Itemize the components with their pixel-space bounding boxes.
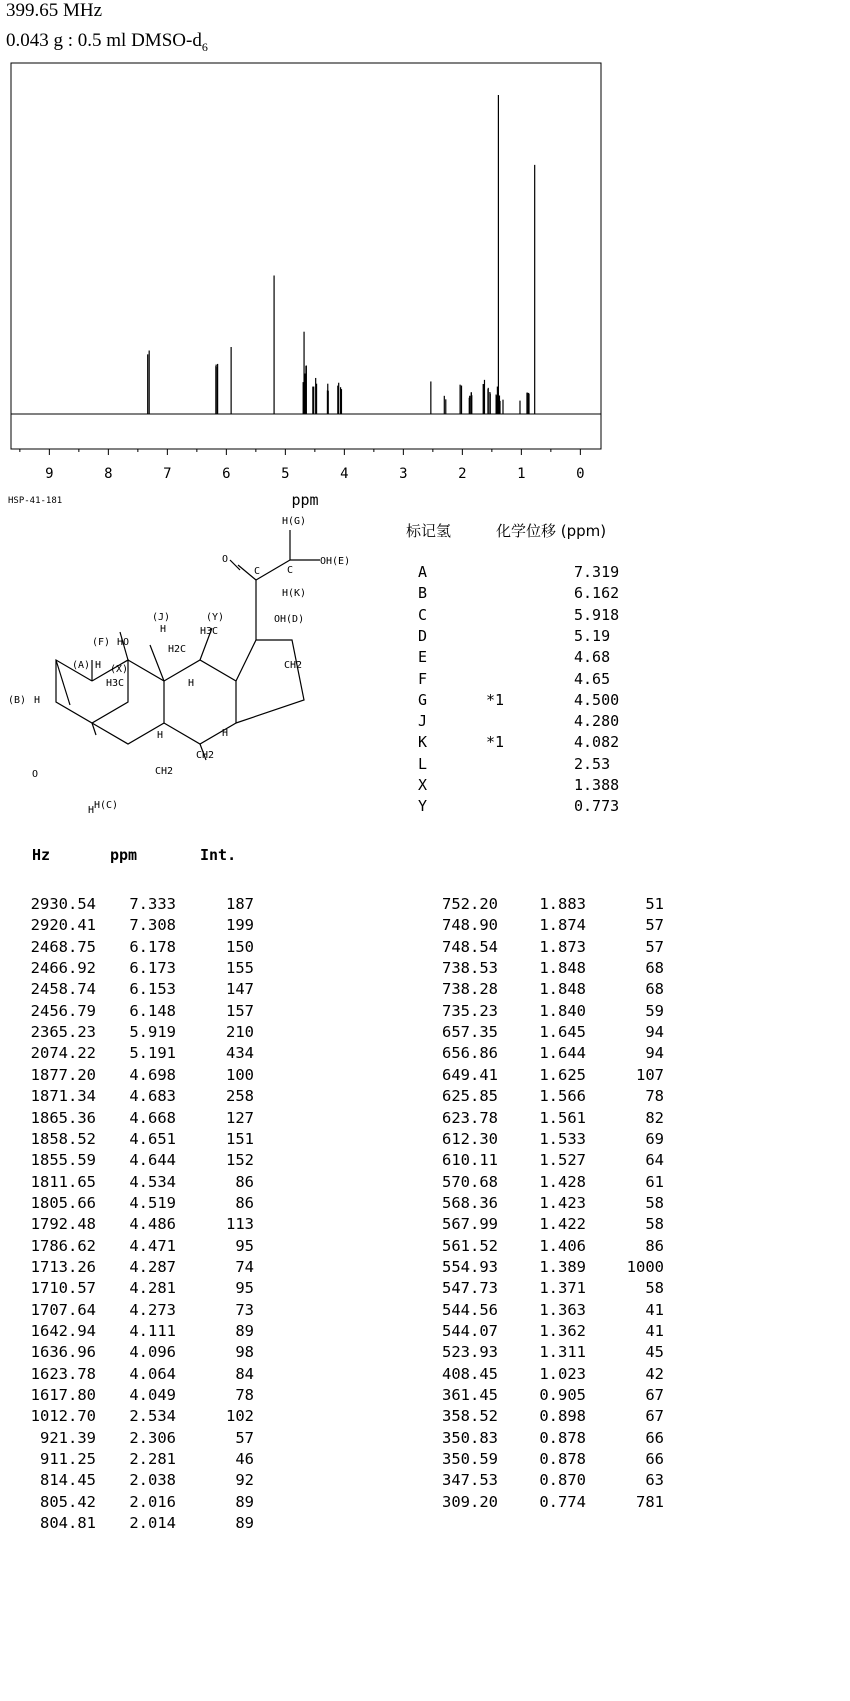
right-peak-cell: 570.68 — [442, 1172, 498, 1191]
sample-text: 0.043 g : 0.5 ml DMSO-d — [6, 30, 202, 51]
structure-atom-label: (X) — [110, 664, 129, 675]
x-tick-label: 1 — [517, 466, 526, 482]
right-peak-cell: 1.406 — [539, 1236, 586, 1255]
right-peak-cell: 78 — [645, 1087, 664, 1106]
right-peak-cell: 0.878 — [539, 1450, 586, 1469]
right-peak-cell: 350.83 — [442, 1428, 498, 1447]
left-peak-cell: 4.273 — [129, 1300, 176, 1319]
right-peak-cell: 94 — [645, 1023, 664, 1042]
left-peak-cell: 4.096 — [129, 1343, 176, 1362]
left-peak-cell: 911.25 — [40, 1450, 96, 1469]
right-peak-cell: 0.905 — [539, 1386, 586, 1405]
left-peak-cell: 2.016 — [129, 1492, 176, 1511]
left-peak-cell: 73 — [235, 1300, 254, 1319]
assignment-shift: 4.500 — [574, 690, 620, 709]
left-peak-cell: 4.287 — [129, 1257, 176, 1276]
structure-atom-label: OH(D) — [274, 614, 305, 625]
right-peak-cell: 59 — [645, 1001, 664, 1020]
left-peak-cell: 157 — [226, 1001, 254, 1020]
structure-atom-label: H3C — [200, 626, 219, 637]
right-peak-cell: 735.23 — [442, 1001, 498, 1020]
assignment-label: C — [418, 605, 428, 624]
right-peak-cell: 752.20 — [442, 895, 498, 913]
left-peak-cell: 100 — [226, 1065, 254, 1084]
right-peak-cell: 1.362 — [539, 1322, 586, 1340]
right-peak-cell: 1.423 — [539, 1193, 586, 1212]
right-peak-cell: 567.99 — [442, 1215, 498, 1234]
left-peak-cell: 2930.54 — [30, 895, 96, 913]
left-peak-cell: 89 — [235, 1514, 254, 1533]
right-peak-cell: 1.363 — [539, 1300, 586, 1319]
right-peak-cell: 57 — [645, 916, 664, 935]
assignment-shift: 2.53 — [574, 754, 611, 773]
assignment-shift: 4.280 — [574, 712, 620, 731]
left-peak-cell: 4.111 — [129, 1322, 176, 1340]
right-peak-cell: 67 — [645, 1407, 664, 1426]
left-peak-cell: 1786.62 — [30, 1236, 96, 1255]
right-peak-cell: 69 — [645, 1129, 664, 1148]
structure-atom-label: (F) — [92, 637, 111, 648]
right-peak-cell: 68 — [645, 980, 664, 999]
assignment-header-label: 标记氢 — [406, 522, 452, 540]
right-peak-cell: 657.35 — [442, 1023, 498, 1042]
assignment-label: E — [418, 648, 428, 667]
assignment-note: *1 — [486, 733, 505, 752]
structure-atom-label: H(C) — [94, 800, 119, 811]
left-peak-cell: 4.519 — [129, 1193, 176, 1212]
left-peak-cell: 2458.74 — [30, 980, 96, 999]
right-peak-cell: 58 — [645, 1279, 664, 1298]
left-peak-cell: 6.153 — [129, 980, 176, 999]
assignment-label: J — [418, 712, 428, 731]
assignment-label: L — [418, 754, 428, 773]
right-peak-cell: 544.56 — [442, 1300, 498, 1319]
right-peak-cell: 554.93 — [442, 1257, 498, 1276]
right-peak-cell: 1.883 — [539, 895, 586, 913]
right-peak-cell: 42 — [645, 1364, 664, 1383]
structure-atom-label: CH2 — [284, 660, 303, 671]
right-peak-cell: 0.774 — [539, 1492, 586, 1511]
left-peak-cell: 4.471 — [129, 1236, 176, 1255]
x-tick-label: 8 — [104, 466, 113, 482]
left-peak-cell: 258 — [226, 1087, 254, 1106]
left-peak-cell: 1636.96 — [30, 1343, 96, 1362]
right-peak-cell: 1000 — [626, 1257, 664, 1276]
left-peak-cell: 187 — [226, 895, 254, 913]
assignment-label: K — [418, 733, 428, 752]
right-peak-cell: 781 — [636, 1492, 664, 1511]
right-peak-cell: 58 — [645, 1193, 664, 1212]
right-peak-cell: 612.30 — [442, 1129, 498, 1148]
right-peak-cell: 58 — [645, 1215, 664, 1234]
structure-atom-label: CH2 — [155, 766, 174, 777]
structure-atom-label: C — [287, 565, 294, 576]
structure-atom-label: OH(E) — [320, 556, 351, 567]
x-tick-label: 3 — [399, 466, 408, 482]
assignment-shift: 6.162 — [574, 584, 620, 603]
structure-atom-label: (A) — [72, 660, 91, 671]
right-peak-cell: 358.52 — [442, 1407, 498, 1426]
left-peak-cell: 1871.34 — [30, 1087, 96, 1106]
assignment-label: F — [418, 669, 428, 688]
left-peak-cell: 78 — [235, 1386, 254, 1405]
x-tick-label: 5 — [281, 466, 290, 482]
right-peak-cell: 1.311 — [539, 1343, 586, 1362]
structure-atom-label: H — [188, 678, 195, 689]
structure-atom-label: HO — [117, 637, 130, 648]
left-peak-cell: 210 — [226, 1023, 254, 1042]
structure-atom-label: H(K) — [282, 588, 307, 599]
left-peak-cell: 46 — [235, 1450, 254, 1469]
left-peak-cell: 814.45 — [40, 1471, 96, 1490]
left-peak-cell: 92 — [235, 1471, 254, 1490]
left-peak-cell: 434 — [226, 1044, 254, 1063]
right-peak-cell: 1.840 — [539, 1001, 586, 1020]
right-peak-cell: 1.422 — [539, 1215, 586, 1234]
right-peak-cell: 610.11 — [442, 1151, 498, 1170]
right-peak-cell: 0.898 — [539, 1407, 586, 1426]
left-peak-cell: 1865.36 — [30, 1108, 96, 1127]
right-peak-cell: 1.527 — [539, 1151, 586, 1170]
left-peak-cell: 2.534 — [129, 1407, 176, 1426]
assignment-shift: 5.19 — [574, 626, 611, 645]
right-peak-cell: 41 — [645, 1322, 664, 1340]
x-tick-label: 7 — [163, 466, 172, 482]
left-peak-cell: 4.486 — [129, 1215, 176, 1234]
assignment-shift: 1.388 — [574, 776, 620, 794]
assignment-shift: 4.65 — [574, 669, 611, 688]
right-peak-cell: 0.870 — [539, 1471, 586, 1490]
left-peak-cell: 4.534 — [129, 1172, 176, 1191]
right-peak-cell: 738.53 — [442, 959, 498, 978]
right-peak-cell: 547.73 — [442, 1279, 498, 1298]
right-peak-cell: 1.873 — [539, 937, 586, 956]
left-peak-cell: 2.306 — [129, 1428, 176, 1447]
right-peak-cell: 544.07 — [442, 1322, 498, 1340]
left-peak-cell: 2074.22 — [30, 1044, 96, 1063]
left-peak-cell: 86 — [235, 1193, 254, 1212]
left-peak-cell: 127 — [226, 1108, 254, 1127]
left-peak-cell: 2365.23 — [30, 1023, 96, 1042]
assignment-shift: 5.918 — [574, 605, 620, 624]
right-peak-cell: 1.848 — [539, 959, 586, 978]
structure-labels — [8, 516, 350, 816]
left-peak-cell: 84 — [235, 1364, 254, 1383]
right-peak-cell: 1.848 — [539, 980, 586, 999]
right-peak-cell: 107 — [636, 1065, 664, 1084]
assignment-note: *1 — [486, 690, 505, 709]
left-peak-cell: 921.39 — [40, 1428, 96, 1447]
right-peak-cell: 625.85 — [442, 1087, 498, 1106]
structure-atom-label: H — [222, 728, 229, 739]
right-peak-cell: 408.45 — [442, 1364, 498, 1383]
left-peak-cell: 1858.52 — [30, 1129, 96, 1148]
structure-atom-label: H — [160, 624, 167, 635]
x-tick-label: 9 — [45, 466, 54, 482]
right-peak-cell: 656.86 — [442, 1044, 498, 1063]
sample-subscript: 6 — [201, 39, 208, 54]
right-peak-cell: 568.36 — [442, 1193, 498, 1212]
peak-header-hz: Hz — [32, 846, 51, 864]
structure-atom-label: H — [34, 695, 41, 706]
left-peak-cell: 199 — [226, 916, 254, 935]
sample-code: HSP-41-181 — [8, 496, 63, 506]
structure-atom-label: H2C — [168, 644, 187, 655]
left-peak-cell: 4.683 — [129, 1087, 176, 1106]
assignment-header-shift: 化学位移 (ppm) — [496, 522, 607, 540]
left-peak-cell: 1012.70 — [30, 1407, 96, 1426]
left-peak-cell: 57 — [235, 1428, 254, 1447]
right-peak-cell: 1.874 — [539, 916, 586, 935]
assignment-shift: 4.082 — [574, 733, 620, 752]
right-peak-cell: 1.566 — [539, 1087, 586, 1106]
right-peak-cell: 1.023 — [539, 1364, 586, 1383]
right-peak-cell: 67 — [645, 1386, 664, 1405]
left-peak-cell: 147 — [226, 980, 254, 999]
left-peak-cell: 1855.59 — [30, 1151, 96, 1170]
right-peak-cell: 361.45 — [442, 1386, 498, 1405]
left-peak-cell: 151 — [226, 1129, 254, 1148]
left-peak-cell: 89 — [235, 1322, 254, 1340]
structure-atom-label: H(G) — [282, 516, 307, 527]
right-peak-cell: 1.645 — [539, 1023, 586, 1042]
right-peak-cell: 86 — [645, 1236, 664, 1255]
left-peak-cell: 5.191 — [129, 1044, 176, 1063]
right-peak-cell: 68 — [645, 959, 664, 978]
left-peak-cell: 7.333 — [129, 895, 176, 913]
right-peak-cell: 1.371 — [539, 1279, 586, 1298]
assignment-label: G — [418, 690, 428, 709]
left-peak-cell: 2456.79 — [30, 1001, 96, 1020]
left-peak-cell: 7.308 — [129, 916, 176, 935]
x-tick-label: 0 — [576, 466, 585, 482]
left-peak-cell: 6.148 — [129, 1001, 176, 1020]
right-peak-cell: 1.389 — [539, 1257, 586, 1276]
left-peak-cell: 1713.26 — [30, 1257, 96, 1276]
left-peak-cell: 1877.20 — [30, 1065, 96, 1084]
left-peak-cell: 1642.94 — [30, 1322, 96, 1340]
left-peak-cell: 2920.41 — [30, 916, 96, 935]
right-peak-cell: 1.533 — [539, 1129, 586, 1148]
left-peak-cell: 4.698 — [129, 1065, 176, 1084]
right-peak-cell: 350.59 — [442, 1450, 498, 1469]
left-peak-cell: 1707.64 — [30, 1300, 96, 1319]
left-peak-cell: 4.064 — [129, 1364, 176, 1383]
peak-header-int: Int. — [200, 846, 237, 864]
right-peak-cell: 649.41 — [442, 1065, 498, 1084]
right-peak-cell: 623.78 — [442, 1108, 498, 1127]
structure-atom-label: O — [222, 554, 229, 565]
right-peak-cell: 64 — [645, 1151, 664, 1170]
right-peak-cell: 94 — [645, 1044, 664, 1063]
right-peak-cell: 0.878 — [539, 1428, 586, 1447]
left-peak-cell: 155 — [226, 959, 254, 978]
assignment-label: A — [418, 563, 428, 581]
left-peak-cell: 1623.78 — [30, 1364, 96, 1383]
right-peak-cell: 1.561 — [539, 1108, 586, 1127]
left-peak-cell: 1710.57 — [30, 1279, 96, 1298]
right-peak-cell: 309.20 — [442, 1492, 498, 1511]
left-peak-cell: 89 — [235, 1492, 254, 1511]
left-peak-cell: 2.038 — [129, 1471, 176, 1490]
structure-atom-label: C — [254, 566, 261, 577]
right-peak-cell: 51 — [645, 895, 664, 913]
right-peak-cell: 45 — [645, 1343, 664, 1362]
peak-header-ppm: ppm — [110, 846, 138, 864]
left-peak-cell: 102 — [226, 1407, 254, 1426]
left-peak-cell: 5.919 — [129, 1023, 176, 1042]
left-peak-cell: 804.81 — [40, 1514, 96, 1533]
left-peak-cell: 2.281 — [129, 1450, 176, 1469]
left-peak-cell: 2468.75 — [30, 937, 96, 956]
structure-atom-label: O — [32, 769, 39, 780]
left-peak-cell: 95 — [235, 1236, 254, 1255]
right-peak-cell: 748.54 — [442, 937, 498, 956]
right-peak-cell: 66 — [645, 1450, 664, 1469]
assignment-shift: 7.319 — [574, 563, 620, 581]
x-tick-label: 2 — [458, 466, 467, 482]
x-tick-label: 6 — [222, 466, 231, 482]
left-peak-cell: 95 — [235, 1279, 254, 1298]
right-peak-cell: 61 — [645, 1172, 664, 1191]
left-peak-cell: 805.42 — [40, 1492, 96, 1511]
left-peak-cell: 1811.65 — [30, 1172, 96, 1191]
structure-atom-label: H — [88, 805, 95, 816]
left-peak-cell: 152 — [226, 1151, 254, 1170]
structure-atom-label: (B) — [8, 695, 27, 706]
structure-atom-label: (J) — [152, 612, 171, 623]
assignment-label: D — [418, 626, 428, 645]
left-peak-cell: 2466.92 — [30, 959, 96, 978]
right-peak-cell: 561.52 — [442, 1236, 498, 1255]
right-peak-cell: 1.644 — [539, 1044, 586, 1063]
right-peak-cell: 57 — [645, 937, 664, 956]
left-peak-cell: 1792.48 — [30, 1215, 96, 1234]
left-peak-cell: 113 — [226, 1215, 254, 1234]
assignment-shift: 0.773 — [574, 797, 620, 816]
x-axis-label: ppm — [291, 491, 319, 509]
right-peak-cell: 66 — [645, 1428, 664, 1447]
left-peak-cell: 6.173 — [129, 959, 176, 978]
left-peak-cell: 98 — [235, 1343, 254, 1362]
right-peak-cell: 82 — [645, 1108, 664, 1127]
left-peak-cell: 1805.66 — [30, 1193, 96, 1212]
assignment-label: X — [418, 776, 428, 794]
assignment-shift: 4.68 — [574, 648, 611, 667]
left-peak-cell: 6.178 — [129, 937, 176, 956]
left-peak-cell: 4.049 — [129, 1386, 176, 1405]
left-peak-cell: 2.014 — [129, 1514, 176, 1533]
right-peak-cell: 1.428 — [539, 1172, 586, 1191]
left-peak-cell: 4.668 — [129, 1108, 176, 1127]
x-tick-label: 4 — [340, 466, 349, 482]
right-peak-cell: 41 — [645, 1300, 664, 1319]
right-peak-cell: 347.53 — [442, 1471, 498, 1490]
frequency-label: 399.65 MHz — [6, 0, 103, 21]
left-peak-cell: 74 — [235, 1257, 254, 1276]
left-peak-cell: 150 — [226, 937, 254, 956]
molecule-structure — [0, 0, 380, 830]
assignment-label: B — [418, 584, 428, 603]
structure-atom-label: CH2 — [196, 750, 215, 761]
right-peak-cell: 738.28 — [442, 980, 498, 999]
right-peak-cell: 1.625 — [539, 1065, 586, 1084]
left-peak-cell: 86 — [235, 1172, 254, 1191]
left-peak-cell: 4.651 — [129, 1129, 176, 1148]
assignment-label: Y — [418, 797, 428, 816]
structure-atom-label: H — [95, 660, 102, 671]
right-peak-cell: 523.93 — [442, 1343, 498, 1362]
left-peak-cell: 4.281 — [129, 1279, 176, 1298]
structure-atom-label: H — [157, 730, 164, 741]
left-peak-cell: 1617.80 — [30, 1386, 96, 1405]
left-peak-cell: 4.644 — [129, 1151, 176, 1170]
right-peak-cell: 63 — [645, 1471, 664, 1490]
structure-atom-label: (Y) — [206, 612, 225, 623]
structure-atom-label: H3C — [106, 678, 125, 689]
right-peak-cell: 748.90 — [442, 916, 498, 935]
